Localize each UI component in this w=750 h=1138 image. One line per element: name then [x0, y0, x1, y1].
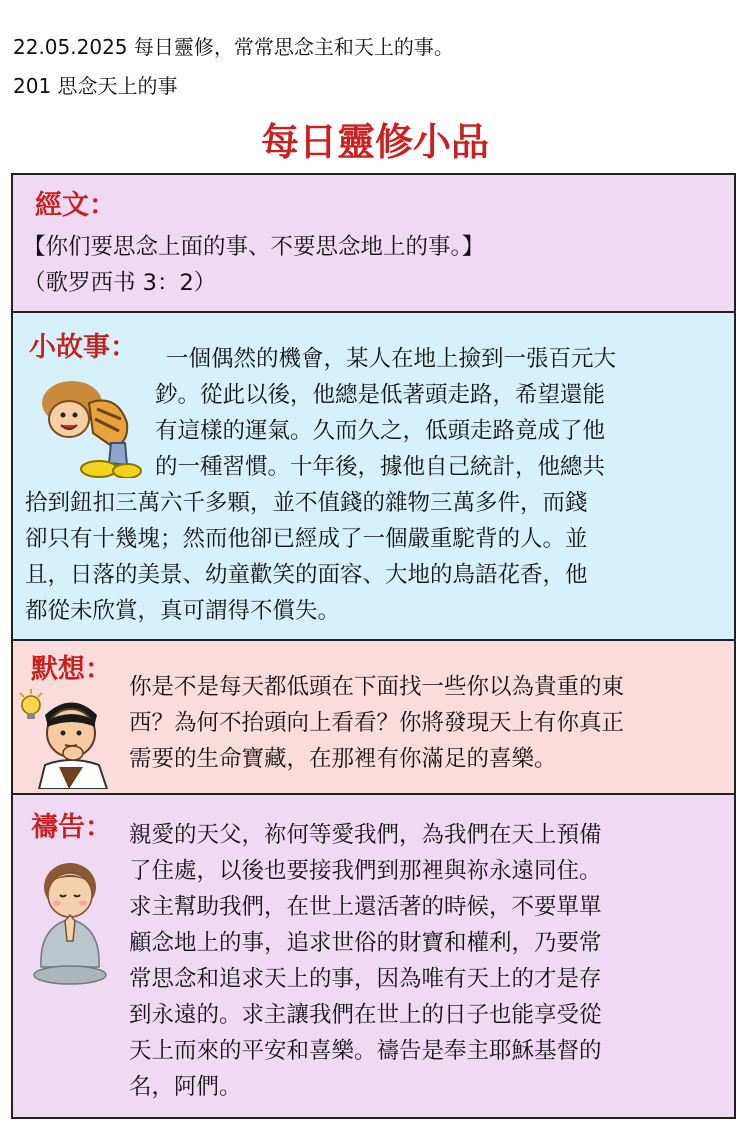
meditation-line: 需要的生命寶藏，在那裡有你滿足的喜樂。 [129, 746, 557, 772]
thinking-boy-icon [17, 685, 117, 789]
story-text [25, 341, 730, 629]
story-line: 的一種習慣。十年後，據他自己統計，他總共 [155, 454, 606, 480]
praying-child-icon [27, 857, 113, 985]
prayer-label: 禱告： [31, 812, 112, 843]
story-line: 卻只有十幾塊；然而他卻已經成了一個嚴重駝背的人。並 [25, 526, 588, 552]
scripture-text [23, 229, 484, 301]
prayer-line: 求主幫助我們，在世上還活著的時候，不要單單 [129, 894, 602, 920]
scripture-line: 【你们要思念上面的事、不要思念地上的事。】 [23, 234, 485, 260]
scripture-label: 經文： [35, 190, 116, 221]
meditation-text [129, 669, 624, 777]
page-title: 每日靈修小品 [260, 120, 489, 164]
story-section [11, 313, 736, 641]
topic-line: 201 思念天上的事 [13, 74, 178, 98]
prayer-text [129, 817, 602, 1105]
story-label: 小故事： [29, 332, 137, 363]
scripture-line: （歌罗西书 3：2） [23, 270, 217, 296]
prayer-section [11, 795, 736, 1119]
story-line: 且，日落的美景、幼童歡笑的面容、大地的鳥語花香，他 [25, 562, 588, 588]
story-line: 鈔。從此以後，他總是低著頭走路，希望還能 [155, 382, 606, 408]
scripture-section [11, 173, 736, 313]
story-line: 一個偶然的機會，某人在地上撿到一張百元大 [166, 346, 617, 372]
prayer-line: 常思念和追求天上的事，因為唯有天上的才是存 [129, 966, 602, 992]
meditation-section [11, 641, 736, 795]
story-line: 拾到鈕扣三萬六千多顆，並不值錢的雜物三萬多件，而錢 [25, 490, 588, 516]
meditation-label: 默想： [31, 654, 112, 685]
prayer-line: 顧念地上的事，追求世俗的財寶和權利，乃要常 [129, 930, 602, 956]
prayer-line: 名，阿們。 [129, 1074, 242, 1100]
meditation-line: 你是不是每天都低頭在下面找一些你以為貴重的東 [129, 674, 625, 700]
story-line: 有這樣的運氣。久而久之，低頭走路竟成了他 [155, 418, 606, 444]
meditation-line: 西？為何不抬頭向上看看？你將發現天上有你真正 [129, 710, 625, 736]
date-line: 22.05.2025 每日靈修，常常思念主和天上的事。 [13, 35, 454, 59]
story-line: 都從未欣賞，真可謂得不償失。 [25, 598, 341, 624]
prayer-line: 了住處，以後也要接我們到那裡與祢永遠同住。 [129, 858, 602, 884]
prayer-line: 天上而來的平安和喜樂。禱告是奉主耶穌基督的 [129, 1038, 602, 1064]
prayer-line: 親愛的天父，祢何等愛我們，為我們在天上預備 [129, 822, 602, 848]
prayer-line: 到永遠的。求主讓我們在世上的日子也能享受從 [129, 1002, 602, 1028]
